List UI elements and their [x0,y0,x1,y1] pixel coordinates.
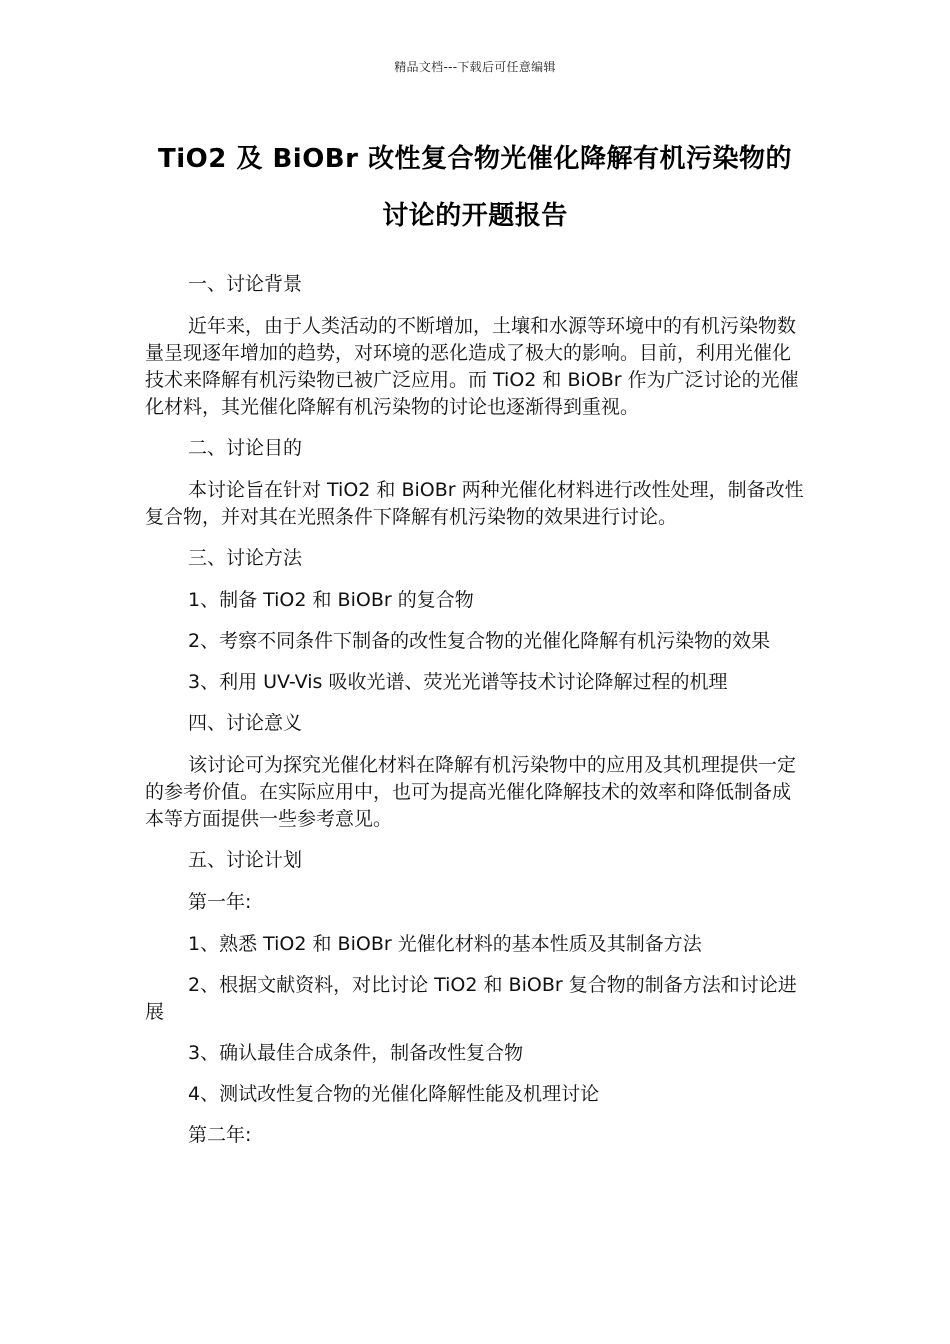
method-item-2: 2、考察不同条件下制备的改性复合物的光催化降解有机污染物的效果 [188,630,771,652]
plan-year-1-label: 第一年: [188,891,252,913]
section-heading-methods: 三、讨论方法 [188,547,303,569]
purpose-paragraph: 本讨论旨在针对 TiO2 和 BiOBr 两种光催化材料进行改性处理，制备改性复合物，并对其在光照条件下降解有机污染物的效果进行讨论。 [145,479,804,528]
section-heading-purpose: 二、讨论目的 [188,437,303,459]
document-title-line-2: 讨论的开题报告 [382,201,568,231]
plan-year-1-item-4: 4、测试改性复合物的光催化降解性能及机理讨论 [188,1083,600,1105]
section-heading-plan: 五、讨论计划 [188,849,303,871]
method-item-1: 1、制备 TiO2 和 BiOBr 的复合物 [188,589,474,611]
plan-year-1-item-2: 2、根据文献资料，对比讨论 TiO2 和 BiOBr 复合物的制备方法和讨论进展 [145,974,797,1023]
document-body [145,271,805,1164]
plan-year-1-item-3: 3、确认最佳合成条件，制备改性复合物 [188,1042,524,1064]
plan-year-2-label: 第二年: [188,1124,252,1146]
section-heading-significance: 四、讨论意义 [188,712,303,734]
document-title-line-1: TiO2 及 BiOBr 改性复合物光催化降解有机污染物的 [158,144,792,174]
significance-paragraph: 该讨论可为探究光催化材料在降解有机污染物中的应用及其机理提供一定的参考价值。在实际应用中，也可为提高光催化降解技术的效率和降低制备成本等方面提供一些参考意见。 [145,754,797,830]
section-heading-background: 一、讨论背景 [188,273,303,295]
background-paragraph: 近年来，由于人类活动的不断增加，土壤和水源等环境中的有机污染物数量呈现逐年增加的趋势，对环境的恶化造成了极大的影响。目前，利用光催化技术来降解有机污染物已被广泛应用。而 TiO2 和 BiOBr 作为广泛讨论的光催化材料，其光催化降解有机污染物的讨论也逐渐得到重视。 [145,315,799,418]
method-item-3: 3、利用 UV-Vis 吸收光谱、荧光光谱等技术讨论降解过程的机理 [188,671,728,693]
header-note: 精品文档---下载后可任意编辑 [394,60,556,74]
plan-year-1-item-1: 1、熟悉 TiO2 和 BiOBr 光催化材料的基本性质及其制备方法 [188,933,702,955]
